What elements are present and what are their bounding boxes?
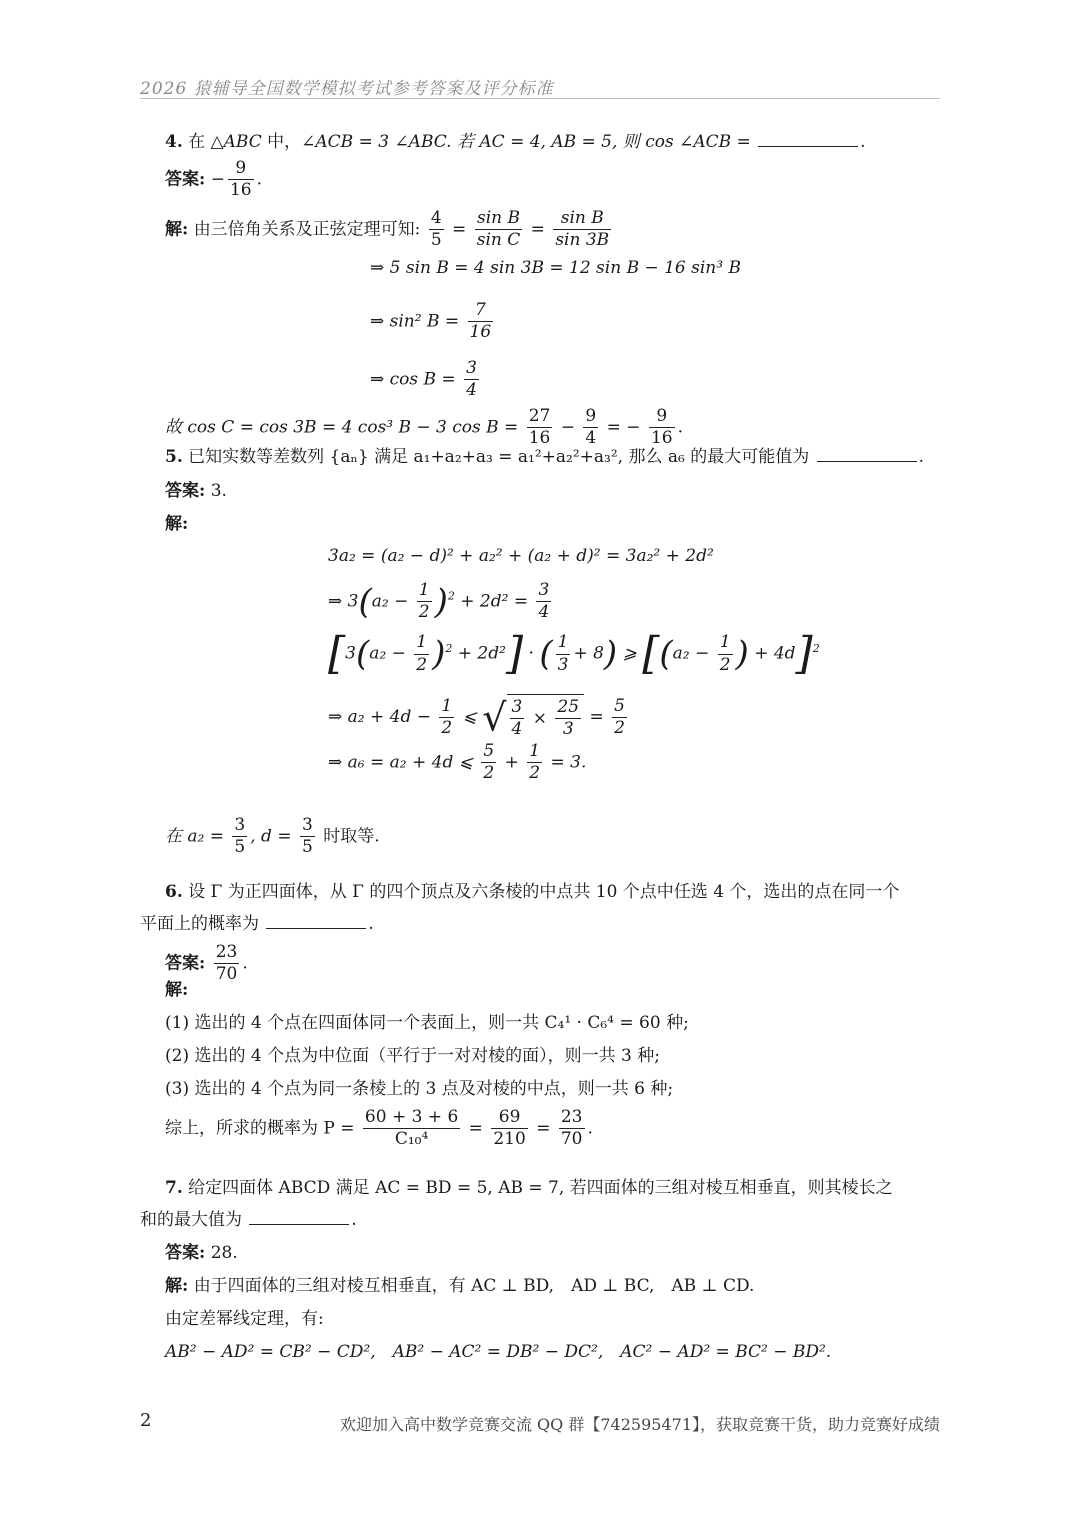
solution-conclusion: 故 cos C = cos 3B = 4 cos³ B − 3 cos B = $\frac{27}{16}$ − $\frac{9}{4}$ = − $\frac{9}{16}$ . [165,406,683,449]
equation-text: a₂ − [371,591,409,612]
question-text: ABC [223,132,262,152]
equation-text: + [504,752,519,773]
answer-value: 3. [210,481,227,501]
fraction-numerator: 3 [232,815,247,837]
paren: ) [603,634,618,674]
equation-text: 综上，所求的概率为 P = [165,1118,355,1139]
question-text: 在 △ [188,132,224,152]
fraction [649,406,675,450]
equation-text: ⩽ [462,706,477,727]
fraction-denominator: 4 [466,380,477,401]
fraction [553,208,611,252]
fraction-numerator: 3 [300,815,315,837]
fraction-denominator: 5 [430,230,442,251]
fraction [510,697,525,741]
solution-label: 解: [165,1276,189,1296]
fraction-denominator: 5 [234,837,246,858]
paren: ( [659,634,673,674]
fraction-numerator: 1 [556,632,571,654]
problem-7-question-cont: 和的最大值为 . [140,1210,357,1230]
solution-inequality [328,694,630,741]
fraction-denominator: 70 [215,964,238,985]
fraction [718,632,733,676]
fraction-numerator: 23 [214,942,240,964]
fraction-numerator: 23 [559,1107,585,1129]
solution-equation: ⇒ 3(a₂ − $\frac{1}{2}$ )$^2$ + 2d² = $\frac{3}{4}$ [328,580,550,623]
case-2: (2) 选出的 4 个点为中位面（平行于一对对棱的面），则一共 3 种; [165,1046,660,1066]
paren: ) [735,634,749,674]
fraction-denominator: 16 [650,428,673,449]
question-text: 给定四面体 ABCD 满足 AC = BD = 5, AB = 7, 若四面体的三组对棱互相垂直，则其棱长之 [188,1178,893,1198]
solution-label: 解: [165,980,189,1000]
header-rule [140,98,940,99]
fraction-numerator: sin B [553,208,611,230]
fraction [559,1107,585,1151]
fraction-denominator: C₁₀⁴ [394,1129,429,1150]
answer-label: 答案: [165,953,206,974]
problem-4-solution-line1: 解: 由三倍角关系及正弦定理可知: $\frac{4}{5}$ = $\frac{\text{sin B}}{\text{sin C}}$ = $\frac{\text{sin B}}{\sin 3B}$ [165,208,610,251]
fraction [527,406,553,450]
problem-7-question [165,1180,893,1197]
page-number: 2 [140,1410,152,1431]
equation-text: , d = [250,826,292,847]
fraction-denominator: 3 [557,654,569,675]
fraction-numerator: 3 [536,580,551,602]
answer-fraction [228,158,254,202]
equation-text: + 2d² = [460,591,529,612]
fraction-denominator: 4 [585,428,597,449]
fraction-numerator: 27 [527,406,553,428]
fraction-numerator: 3 [464,358,479,380]
fraction-denominator: 2 [416,654,428,675]
answer-label: 答案: [165,481,206,501]
bracket: [ [642,628,660,679]
fraction [555,697,581,741]
paren: ( [356,634,370,674]
solution-label: 解: [165,514,189,534]
bracket: [ [328,628,346,679]
fraction-denominator: 2 [719,654,731,675]
fraction [363,1107,460,1151]
question-text: 平面上的概率为 [140,914,259,934]
fraction-denominator: 70 [560,1129,583,1150]
fraction-numerator: 9 [583,406,598,428]
paren: ( [539,634,553,674]
fraction-numerator: 5 [612,696,627,718]
solution-equations: AB² − AD² = CB² − CD², AB² − AC² = DB² − DC², AC² − AD² = BC² − BD². [165,1342,832,1362]
answer-blank [817,449,917,462]
problem-4-question: 4. 在 △ABC 中，∠ACB = 3 ∠ABC. 若 AC = 4, AB = 5, 则 cos ∠ACB = . [165,132,866,152]
fraction [429,208,444,252]
equation-text: + 2d² [457,643,506,664]
question-text: 设 Γ 为正四面体，从 Γ 的四个顶点及六条棱的中点共 10 个点中任选 4 个，选出的点在同一个 [188,882,900,902]
problem-number: 7. [165,1178,183,1198]
solution-equation: 3a₂ = (a₂ − d)² + a₂² + (a₂ + d)² = 3a₂² + 2d² [328,546,714,566]
square-root: √ $\frac{3}{4}$ × $\frac{25}{3}$ [482,694,584,741]
fraction-denominator: 210 [493,1129,526,1150]
fraction-denominator: 16 [229,180,252,201]
solution-label: 解: [165,219,189,240]
solution-text: 由定差幂线定理，有: [165,1309,324,1329]
question-text: 和的最大值为 [140,1210,242,1230]
fraction-numerator: 60 + 3 + 6 [363,1107,460,1129]
fraction-denominator: 4 [511,719,523,740]
fraction-numerator: 1 [414,632,429,654]
fraction-numerator: 1 [718,632,733,654]
solution-equation [370,358,482,402]
solution-text: 由三倍角关系及正弦定理可知: [193,219,421,240]
fraction-denominator: sin 3B [555,230,610,251]
fraction-numerator: 7 [468,300,494,322]
fraction-denominator: 4 [538,602,550,623]
equation-text: 时取等. [323,826,380,847]
problem-6-question-cont: 平面上的概率为 . [140,914,374,934]
answer-blank [266,916,366,929]
equation-text: 故 cos C = cos 3B = 4 cos³ B − 3 cos B = [165,417,519,438]
problem-4-answer: 答案: − $\frac{9}{16}$ . [165,158,262,201]
fraction [464,358,479,402]
solution-inequality: [3(a₂ − $\frac{1}{2}$ )$^2$ + 2d²] · ( $\frac{1}{3}$ + 8) ⩾ [(a₂ − $\frac{1}{2}$ ) + 4d]$^2$ [328,628,820,679]
equation-text: ⇒ cos B = [370,369,456,390]
fraction [417,580,432,624]
fraction [527,741,542,785]
equation-text: 在 a₂ = [165,826,225,847]
equation-text: a₂ − [672,643,710,664]
fraction-denominator: sin C [476,230,521,251]
answer-label: 答案: [165,169,206,190]
question-text: 中，∠ [261,132,316,152]
answer-label: 答案: [165,1243,206,1263]
fraction-denominator: 2 [529,763,541,784]
bracket: ] [505,628,524,679]
fraction-denominator: 5 [302,837,313,858]
footer-text: 欢迎加入高中数学竞赛交流 QQ 群【742595471】，获取竞赛干货，助力竞赛好成绩 [339,1415,940,1434]
equation-text: = [589,706,604,727]
equation-text: ⇒ a₆ = a₂ + 4d ⩽ [328,752,473,773]
fraction-denominator: 2 [483,763,495,784]
fraction-numerator: sin B [475,208,523,230]
equation-text: ⇒ sin² B = [370,311,460,332]
fraction [481,741,496,785]
problem-number: 4. [165,132,183,152]
answer-blank [249,1212,349,1225]
equation-text: ⇒ a₂ + 4d − [328,706,431,727]
fraction-denominator: 16 [528,428,551,449]
fraction [536,580,551,624]
case-3: (3) 选出的 4 个点为同一条棱上的 3 点及对棱的中点，则一共 6 种; [165,1079,674,1099]
fraction-denominator: 2 [441,717,453,738]
problem-7-solution [165,1278,754,1295]
fraction [439,696,454,740]
equation-text: 3 [345,643,356,664]
answer-sign: − [210,169,225,190]
solution-equation [370,300,496,344]
paren: ) [432,634,446,674]
problem-number: 5. [165,447,183,467]
problem-number: 6. [165,882,183,902]
equation-text: + 8 [573,643,604,664]
fraction-numerator: 9 [649,406,675,428]
fraction-numerator: 9 [228,158,254,180]
solution-text: 由于四面体的三组对棱互相垂直，有 AC ⊥ BD, AD ⊥ BC, AB ⊥ CD. [193,1276,755,1296]
fraction-denominator: 2 [614,717,625,738]
equation-text: ⇒ 3 [328,591,359,612]
answer-value: 28. [210,1243,238,1263]
fraction [475,208,523,252]
equation-text: = 3. [550,752,587,773]
answer-fraction [214,942,240,986]
equation-text: · [528,643,534,664]
problem-7-answer [165,1245,238,1262]
paren: ( [358,581,372,622]
fraction [468,300,494,344]
question-text: 已知实数等差数列 {aₙ} 满足 a₁+a₂+a₃ = a₁²+a₂²+a₃², 那么 a₆ 的最大可能值为 [188,447,810,467]
fraction-numerator: 4 [429,208,444,230]
fraction-numerator: 69 [491,1107,527,1129]
fraction [491,1107,527,1151]
equation-text: + 4d [754,643,796,664]
fraction-numerator: 1 [527,741,542,763]
page-header: 2026 猿辅导全国数学模拟考试参考答案及评分标准 [140,79,554,99]
fraction-denominator: 2 [418,602,430,623]
equation-text: a₂ − [369,643,406,664]
question-text: ACB = 3 ∠ABC. 若 AC = 4, AB = 5, 则 cos ∠ACB = [315,132,751,152]
fraction [556,632,571,676]
fraction-numerator: 25 [555,697,581,719]
equation-text: × [532,708,547,729]
probability-conclusion: 综上，所求的概率为 P = $\frac{60 + 3 + 6}{\text{C₁₀⁴}}$ = $\frac{69}{210}$ = $\frac{23}{70}$ . [165,1107,593,1150]
fraction-denominator: 16 [469,322,492,343]
fraction-denominator: 3 [562,719,574,740]
solution-equation: ⇒ 5 sin B = 4 sin 3B = 12 sin B − 16 sin³ B [370,258,741,278]
equation-text: ⩾ [622,643,637,664]
case-1: (1) 选出的 4 个点在四面体同一个表面上，则一共 C₄¹ · C₆⁴ = 60 种; [165,1013,689,1033]
fraction-numerator: 5 [481,741,496,763]
fraction-numerator: 1 [417,580,432,602]
fraction [300,815,315,859]
paren: ) [434,581,448,622]
problem-6-question [165,884,899,901]
fraction [612,696,627,740]
fraction-numerator: 3 [510,697,525,719]
fraction [414,632,429,676]
problem-5-question: 5. 已知实数等差数列 {aₙ} 满足 a₁+a₂+a₃ = a₁²+a₂²+a₃², 那么 a₆ 的最大可能值为 . [165,447,925,467]
fraction [583,406,598,450]
fraction-numerator: 1 [439,696,454,718]
problem-5-answer [165,483,227,500]
answer-blank [758,134,858,147]
bracket: ] [795,628,813,679]
solution-inequality [328,741,586,785]
fraction [232,815,247,859]
equality-condition [165,815,380,859]
problem-6-answer: 答案: $\frac{23}{70}$ . [165,942,248,985]
